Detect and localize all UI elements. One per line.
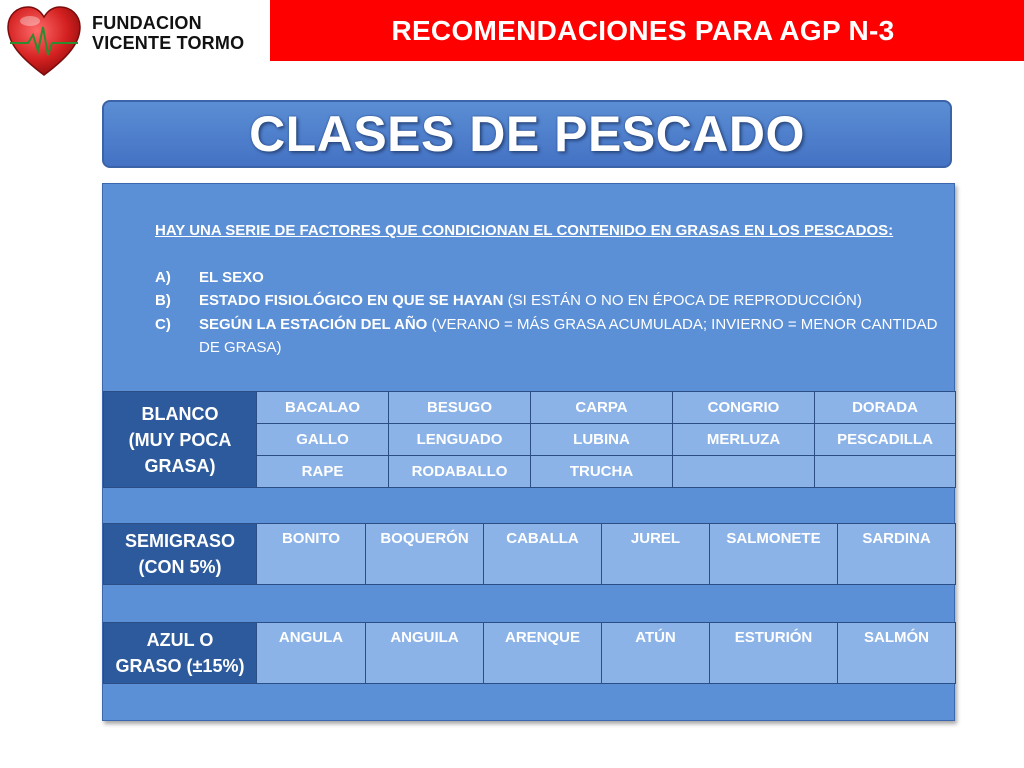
foundation-logo [6, 5, 268, 77]
fish-cell: TRUCHA [531, 456, 673, 488]
category-line: (MUY POCA [128, 429, 232, 450]
logo-text [92, 13, 244, 53]
fish-cell: BACALAO [257, 392, 389, 424]
logo-line-1: FUNDACION [92, 13, 202, 33]
factor-bold: SEGÚN LA ESTACIÓN DEL AÑO [199, 315, 428, 333]
header-title: RECOMENDACIONES PARA AGP N-3 [391, 14, 895, 46]
factor-rest: (SI ESTÁN O NO EN ÉPOCA DE REPRODUCCIÓN) [503, 292, 862, 309]
semigraso-table [103, 523, 956, 585]
fish-cell: RODABALLO [389, 456, 531, 488]
fish-cell: SARDINA [838, 524, 956, 585]
fish-cell: JUREL [602, 524, 710, 585]
fish-cell: ATÚN [602, 623, 710, 684]
category-line: BLANCO [141, 403, 219, 424]
logo-line-2: VICENTE TORMO [92, 33, 245, 53]
category-line: GRASA) [144, 455, 216, 476]
factor-letter: B) [155, 292, 171, 309]
azul-table [103, 622, 956, 684]
category-blanco [104, 392, 257, 488]
factor-bold: ESTADO FISIOLÓGICO EN QUE SE HAYAN [199, 292, 504, 309]
category-line: GRASO (±15%) [115, 656, 245, 676]
category-semigraso [104, 524, 257, 585]
fish-cell: BESUGO [389, 392, 531, 424]
heart-icon [6, 5, 82, 77]
fish-cell: GALLO [257, 424, 389, 456]
factor-item [155, 313, 945, 360]
factor-item [155, 289, 945, 313]
fish-cell: ARENQUE [484, 623, 602, 684]
factor-rest: (VERANO = MÁS GRASA ACUMULADA; INVIERNO = MENOR CANTIDAD DE GRASA) [199, 315, 938, 356]
header-bar [270, 0, 1024, 61]
fish-cell: ESTURIÓN [710, 623, 838, 684]
fish-cell: BOQUERÓN [366, 524, 484, 585]
blanco-table [103, 391, 956, 488]
fish-cell [815, 456, 956, 488]
category-line: AZUL O [146, 630, 214, 650]
fish-cell: PESCADILLA [815, 424, 956, 456]
factor-letter: C) [155, 315, 171, 333]
factor-letter: A) [155, 268, 171, 286]
page-title: CLASES DE PESCADO [249, 106, 805, 162]
fish-cell: CONGRIO [673, 392, 815, 424]
fish-cell: DORADA [815, 392, 956, 424]
fish-cell: BONITO [257, 524, 366, 585]
fish-cell: LUBINA [531, 424, 673, 456]
intro-heading: HAY UNA SERIE DE FACTORES QUE CONDICIONAN EL CONTENIDO EN GRASAS EN LOS PESCADOS: [155, 222, 894, 239]
fish-cell: RAPE [257, 456, 389, 488]
factor-item [155, 266, 945, 290]
fish-cell: ANGUILA [366, 623, 484, 684]
intro-text [155, 219, 945, 360]
fish-cell: LENGUADO [389, 424, 531, 456]
fish-cell: MERLUZA [673, 424, 815, 456]
category-line: (CON 5%) [138, 557, 222, 577]
fish-cell: ANGULA [257, 623, 366, 684]
fish-cell: SALMONETE [710, 524, 838, 585]
fish-cell [673, 456, 815, 488]
title-box [102, 100, 952, 168]
fish-cell: SALMÓN [838, 623, 956, 684]
category-line: SEMIGRASO [124, 531, 235, 551]
category-azul [104, 623, 257, 684]
fish-cell: CABALLA [484, 524, 602, 585]
fish-cell: CARPA [531, 392, 673, 424]
factor-bold: EL SEXO [199, 268, 264, 286]
